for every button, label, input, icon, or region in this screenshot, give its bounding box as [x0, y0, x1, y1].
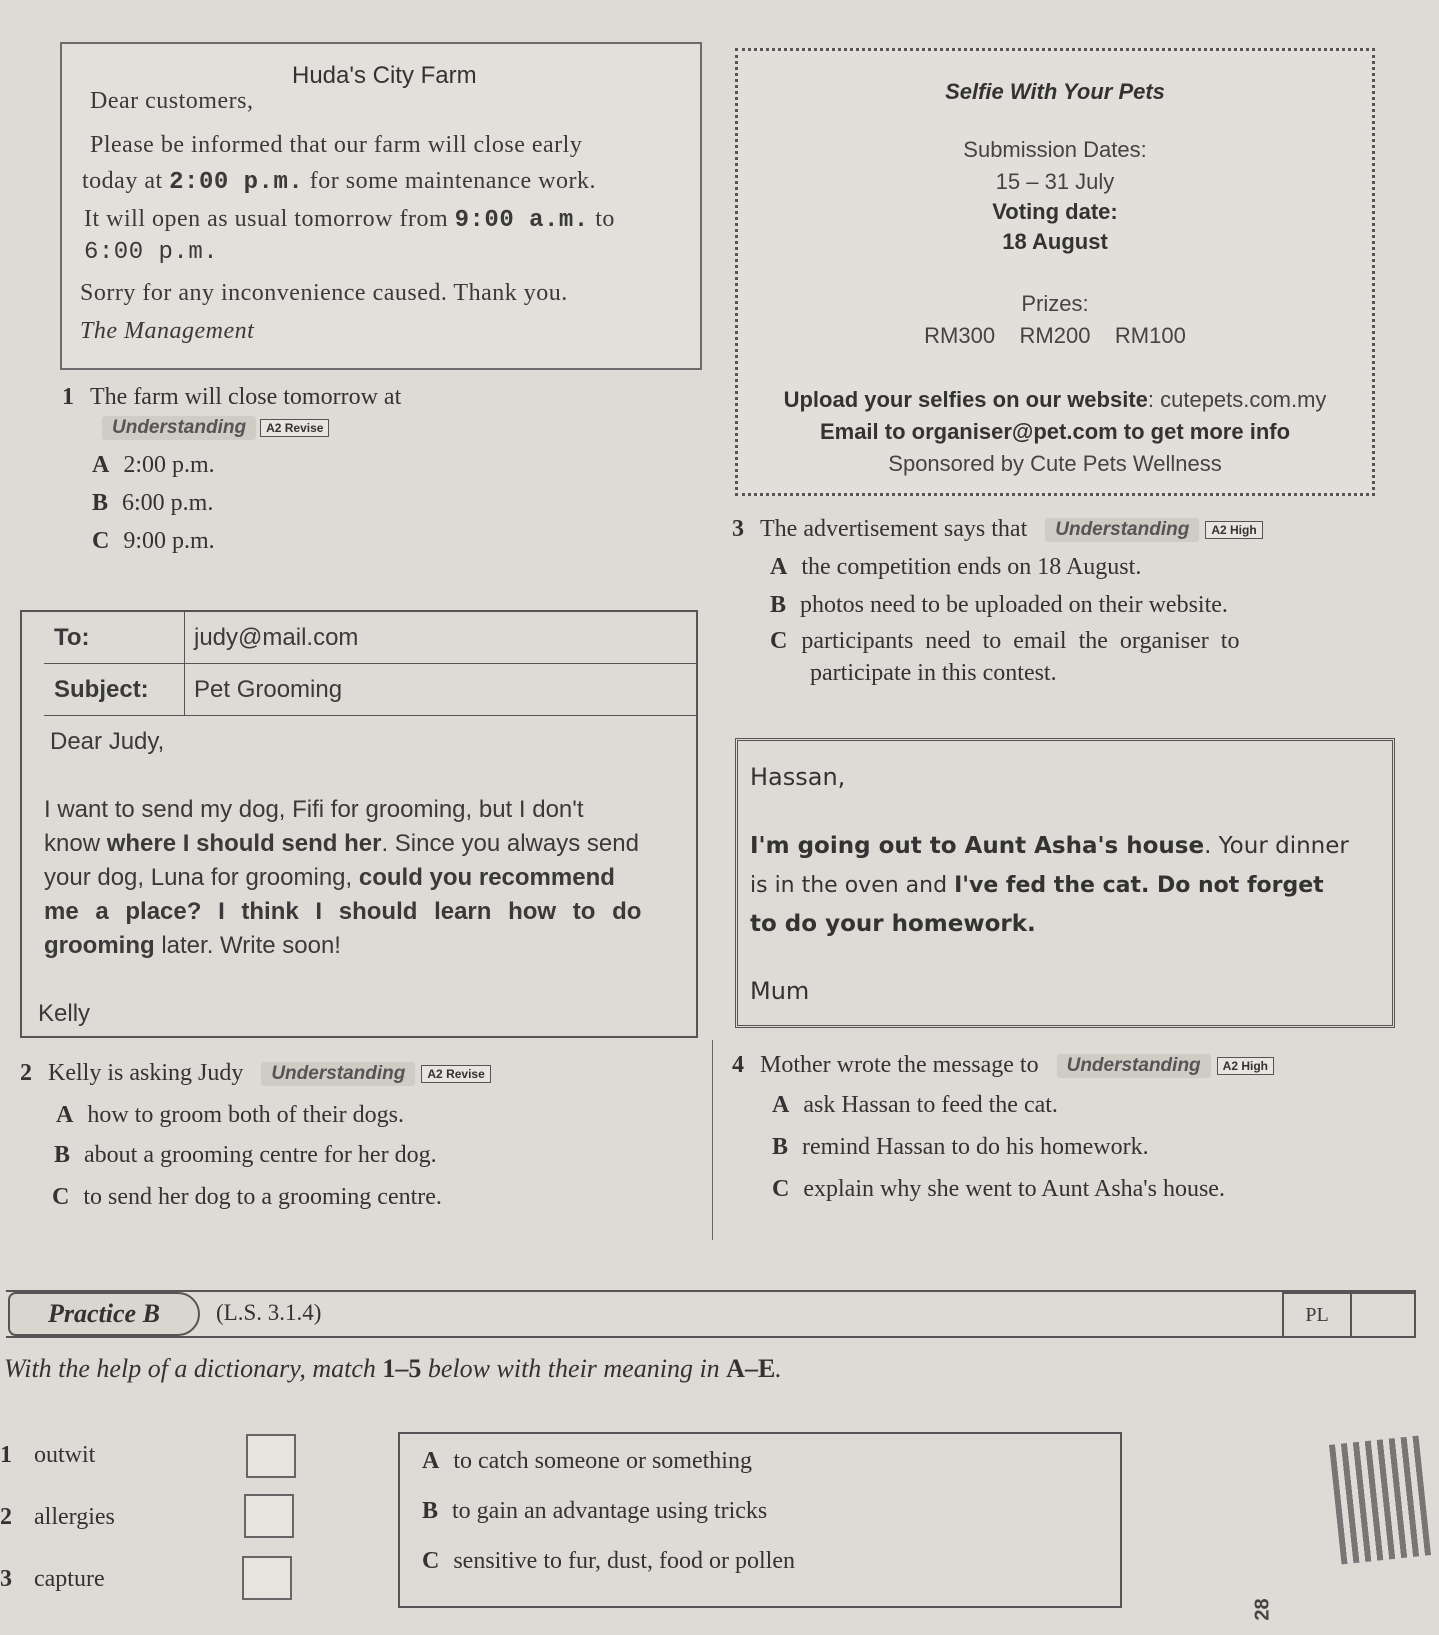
question-1-option-c[interactable]: C 9:00 p.m. — [92, 528, 215, 554]
question-1-tags — [102, 416, 329, 440]
email-signoff: Kelly — [38, 1000, 91, 1027]
email-box — [20, 610, 698, 1038]
notice-line-4: 6:00 p.m. — [84, 239, 219, 266]
question-2-option-b[interactable]: B about a grooming centre for her dog. — [54, 1142, 437, 1168]
skill-tag: Understanding — [261, 1062, 415, 1086]
match-word-1: 1 outwit — [0, 1442, 96, 1468]
note-signoff: Mum — [750, 977, 810, 1005]
notice-line-3: It will open as usual tomorrow from 9:00 a.m. to — [84, 206, 615, 234]
note-line-2: is in the oven and I've fed the cat. Do not forget — [750, 873, 1324, 898]
skill-tag: Understanding — [1057, 1054, 1211, 1078]
question-1: 1 The farm will close tomorrow at — [62, 384, 402, 410]
level-badge: A2 Revise — [260, 419, 329, 437]
email-subject-row — [44, 664, 696, 716]
notice-signoff: The Management — [80, 318, 255, 344]
question-2-option-c[interactable]: C to send her dog to a grooming centre. — [52, 1184, 442, 1210]
poster-voting-label: Voting date: — [992, 199, 1118, 224]
practice-instruction: With the help of a dictionary, match 1–5 below with their meaning in A–E. — [4, 1354, 782, 1383]
pl-answer-box[interactable] — [1350, 1292, 1416, 1338]
question-3-option-c-cont: participate in this contest. — [810, 660, 1057, 686]
match-word-3: 3 capture — [0, 1566, 105, 1592]
note-line-3: to do your homework. — [750, 911, 1036, 937]
email-line-1: I want to send my dog, Fifi for grooming, but I don't — [44, 796, 584, 823]
email-subject-value: Pet Grooming — [194, 676, 343, 703]
question-4: 4 Mother wrote the message to Understanding A2 High — [732, 1052, 1274, 1079]
poster-prizes: RM300 RM200 RM100 — [924, 323, 1186, 348]
skill-tag: Understanding — [1045, 518, 1199, 542]
notice-line-1: Please be informed that our farm will close early — [90, 132, 583, 158]
answer-box-3[interactable] — [242, 1556, 292, 1600]
meanings-box — [398, 1432, 1122, 1608]
practice-label: Practice B — [8, 1292, 200, 1336]
column-divider — [712, 1040, 713, 1240]
level-badge: A2 High — [1217, 1057, 1274, 1075]
notice-greeting: Dear customers, — [90, 88, 254, 114]
answer-box-2[interactable] — [244, 1494, 294, 1538]
poster-submission-label: Submission Dates: — [963, 137, 1147, 162]
notice-line-5: Sorry for any inconvenience caused. Thank you. — [80, 280, 568, 306]
email-line-5: grooming later. Write soon! — [44, 932, 341, 959]
question-3: 3 The advertisement says that Understanding A2 High — [732, 516, 1263, 543]
question-4-option-b[interactable]: B remind Hassan to do his homework. — [772, 1134, 1149, 1160]
page-number: 28 — [1251, 1598, 1274, 1621]
question-4-option-c[interactable]: C explain why she went to Aunt Asha's house. — [772, 1176, 1225, 1202]
email-line-3: your dog, Luna for grooming, could you recommend — [44, 864, 615, 891]
answer-box-1[interactable] — [246, 1434, 296, 1478]
practice-code: (L.S. 3.1.4) — [216, 1300, 322, 1325]
level-badge: A2 Revise — [421, 1065, 490, 1083]
question-3-option-c[interactable]: C participants need to email the organiser to — [770, 628, 1240, 654]
question-4-option-a[interactable]: A ask Hassan to feed the cat. — [772, 1092, 1058, 1118]
notice-line-2: today at 2:00 p.m. for some maintenance work. — [82, 168, 596, 196]
email-line-2: know where I should send her. Since you always send — [44, 830, 639, 857]
mum-note — [735, 738, 1395, 1028]
email-to-row — [44, 612, 696, 664]
meaning-b: B to gain an advantage using tricks — [422, 1498, 768, 1524]
farm-notice — [60, 42, 702, 370]
question-2: 2 Kelly is asking Judy Understanding A2 Revise — [20, 1060, 491, 1087]
level-badge: A2 High — [1205, 521, 1262, 539]
poster-email-line: Email to organiser@pet.com to get more info — [819, 419, 1291, 444]
email-greeting: Dear Judy, — [50, 728, 165, 755]
email-to-label: To: — [54, 624, 90, 651]
email-subject-label: Subject: — [54, 676, 149, 703]
email-line-4: me a place? I think I should learn how to do — [44, 898, 642, 925]
poster-prizes-label: Prizes: — [1021, 291, 1089, 316]
note-line-1: I'm going out to Aunt Asha's house. Your dinner — [750, 833, 1349, 859]
meaning-c: C sensitive to fur, dust, food or pollen — [422, 1548, 796, 1574]
meaning-a: A to catch someone or something — [422, 1448, 752, 1474]
qr-code-icon — [1329, 1436, 1431, 1565]
poster-title: Selfie With Your Pets — [945, 79, 1165, 104]
note-greeting: Hassan, — [750, 763, 846, 791]
selfie-poster — [735, 48, 1375, 496]
notice-title: Huda's City Farm — [292, 62, 477, 89]
question-3-option-b[interactable]: B photos need to be uploaded on their website. — [770, 592, 1228, 618]
question-1-option-a[interactable]: A 2:00 p.m. — [92, 452, 215, 478]
question-2-option-a[interactable]: A how to groom both of their dogs. — [56, 1102, 404, 1128]
match-word-2: 2 allergies — [0, 1504, 115, 1530]
pl-label-box: PL — [1282, 1292, 1352, 1338]
poster-voting-date: 18 August — [1002, 229, 1108, 254]
question-1-option-b[interactable]: B 6:00 p.m. — [92, 490, 214, 516]
skill-tag: Understanding — [102, 416, 256, 440]
poster-upload: Upload your selfies on our website: cutepets.com.my — [783, 387, 1327, 412]
email-to-value: judy@mail.com — [194, 624, 359, 651]
poster-submission-dates: 15 – 31 July — [995, 169, 1115, 194]
question-3-option-a[interactable]: A the competition ends on 18 August. — [770, 554, 1142, 580]
poster-sponsor: Sponsored by Cute Pets Wellness — [888, 451, 1222, 476]
